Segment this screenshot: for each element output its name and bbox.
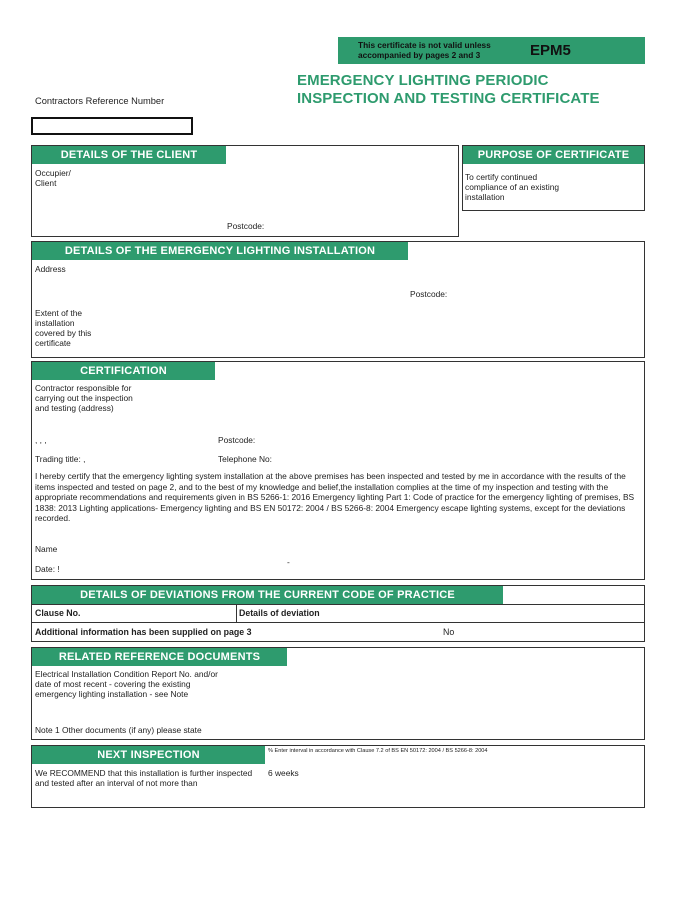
contractor-ref-label: Contractors Reference Number bbox=[35, 96, 165, 106]
eicr-label: Electrical Installation Condition Report No. and/or date of most recent - covering the existing emergency lighting installation - see Note bbox=[35, 669, 218, 699]
deviations-divider-2 bbox=[31, 622, 645, 623]
date-label: Date: ! bbox=[35, 564, 60, 574]
page-title-line1: EMERGENCY LIGHTING PERIODIC bbox=[297, 72, 549, 89]
name-label: Name bbox=[35, 544, 58, 554]
note-label: Note 1 Other documents (if any) please state bbox=[35, 725, 202, 735]
clause-no-header: Clause No. bbox=[35, 608, 81, 618]
installation-heading: DETAILS OF THE EMERGENCY LIGHTING INSTALLATION bbox=[32, 242, 408, 260]
occupier-label: Occupier/ Client bbox=[35, 168, 71, 188]
page-title-line2: INSPECTION AND TESTING CERTIFICATE bbox=[297, 90, 600, 107]
deviations-divider-1 bbox=[31, 604, 645, 605]
trading-title-label: Trading title: , bbox=[35, 454, 86, 464]
telephone-label: Telephone No: bbox=[218, 454, 273, 464]
interval-footnote: % Enter interval in accordance with Clause 7.2 of BS EN 50172: 2004 / BS 5266-8: 2004 bbox=[268, 748, 488, 754]
cert-postcode-label: Postcode: bbox=[218, 435, 256, 445]
client-heading: DETAILS OF THE CLIENT bbox=[32, 146, 226, 164]
details-deviation-header: Details of deviation bbox=[239, 608, 320, 618]
interval-value[interactable]: 6 weeks bbox=[268, 768, 299, 778]
deviations-col-divider bbox=[236, 604, 237, 622]
purpose-heading: PURPOSE OF CERTIFICATE bbox=[463, 146, 644, 164]
installation-postcode-label: Postcode: bbox=[410, 289, 448, 299]
address-label: Address bbox=[35, 264, 66, 274]
date-dash: - bbox=[287, 557, 290, 567]
form-code: EPM5 bbox=[530, 42, 571, 59]
references-heading: RELATED REFERENCE DOCUMENTS bbox=[32, 648, 287, 666]
certification-heading: CERTIFICATION bbox=[32, 362, 215, 380]
validity-banner bbox=[338, 37, 645, 64]
client-postcode-label: Postcode: bbox=[227, 221, 265, 231]
deviations-heading: DETAILS OF DEVIATIONS FROM THE CURRENT CODE OF PRACTICE bbox=[32, 586, 503, 604]
purpose-text: To certify continued compliance of an existing installation bbox=[465, 172, 560, 202]
contractor-address-label: Contractor responsible for carrying out the inspection and testing (address) bbox=[35, 383, 133, 413]
additional-info-label: Additional information has been supplied on page 3 bbox=[35, 627, 252, 637]
recommend-text: We RECOMMEND that this installation is further inspected and tested after an interval of not more than bbox=[35, 768, 253, 788]
extent-label: Extent of the installation covered by this certificate bbox=[35, 308, 92, 348]
contractor-ref-input[interactable] bbox=[31, 117, 193, 135]
next-inspection-heading: NEXT INSPECTION bbox=[32, 746, 265, 764]
validity-notice: This certificate is not valid unless accompanied by pages 2 and 3 bbox=[358, 40, 491, 60]
additional-info-value[interactable]: No bbox=[443, 627, 455, 637]
certification-statement: I hereby certify that the emergency lighting system installation at the above premises has been inspected and tested by me in accordance with the results of the items inspected and tested on page 2, and to the best of my knowledge and belief,the installation complies at the time of my inspection and testing with the appropriate recommendations and requirements given in BS 5266-1: 2016 Emergency lighting Part 1: Code of practice for the emergency lighting of premises, BS 1838: 2013 Lighting applications- Emergency lighting and BS EN 50172: 2004 / BS 5266-8: 2004 Emergency escape lighting systems, except for the deviations recorded. bbox=[35, 471, 635, 523]
cert-dots: , , , bbox=[35, 435, 47, 445]
